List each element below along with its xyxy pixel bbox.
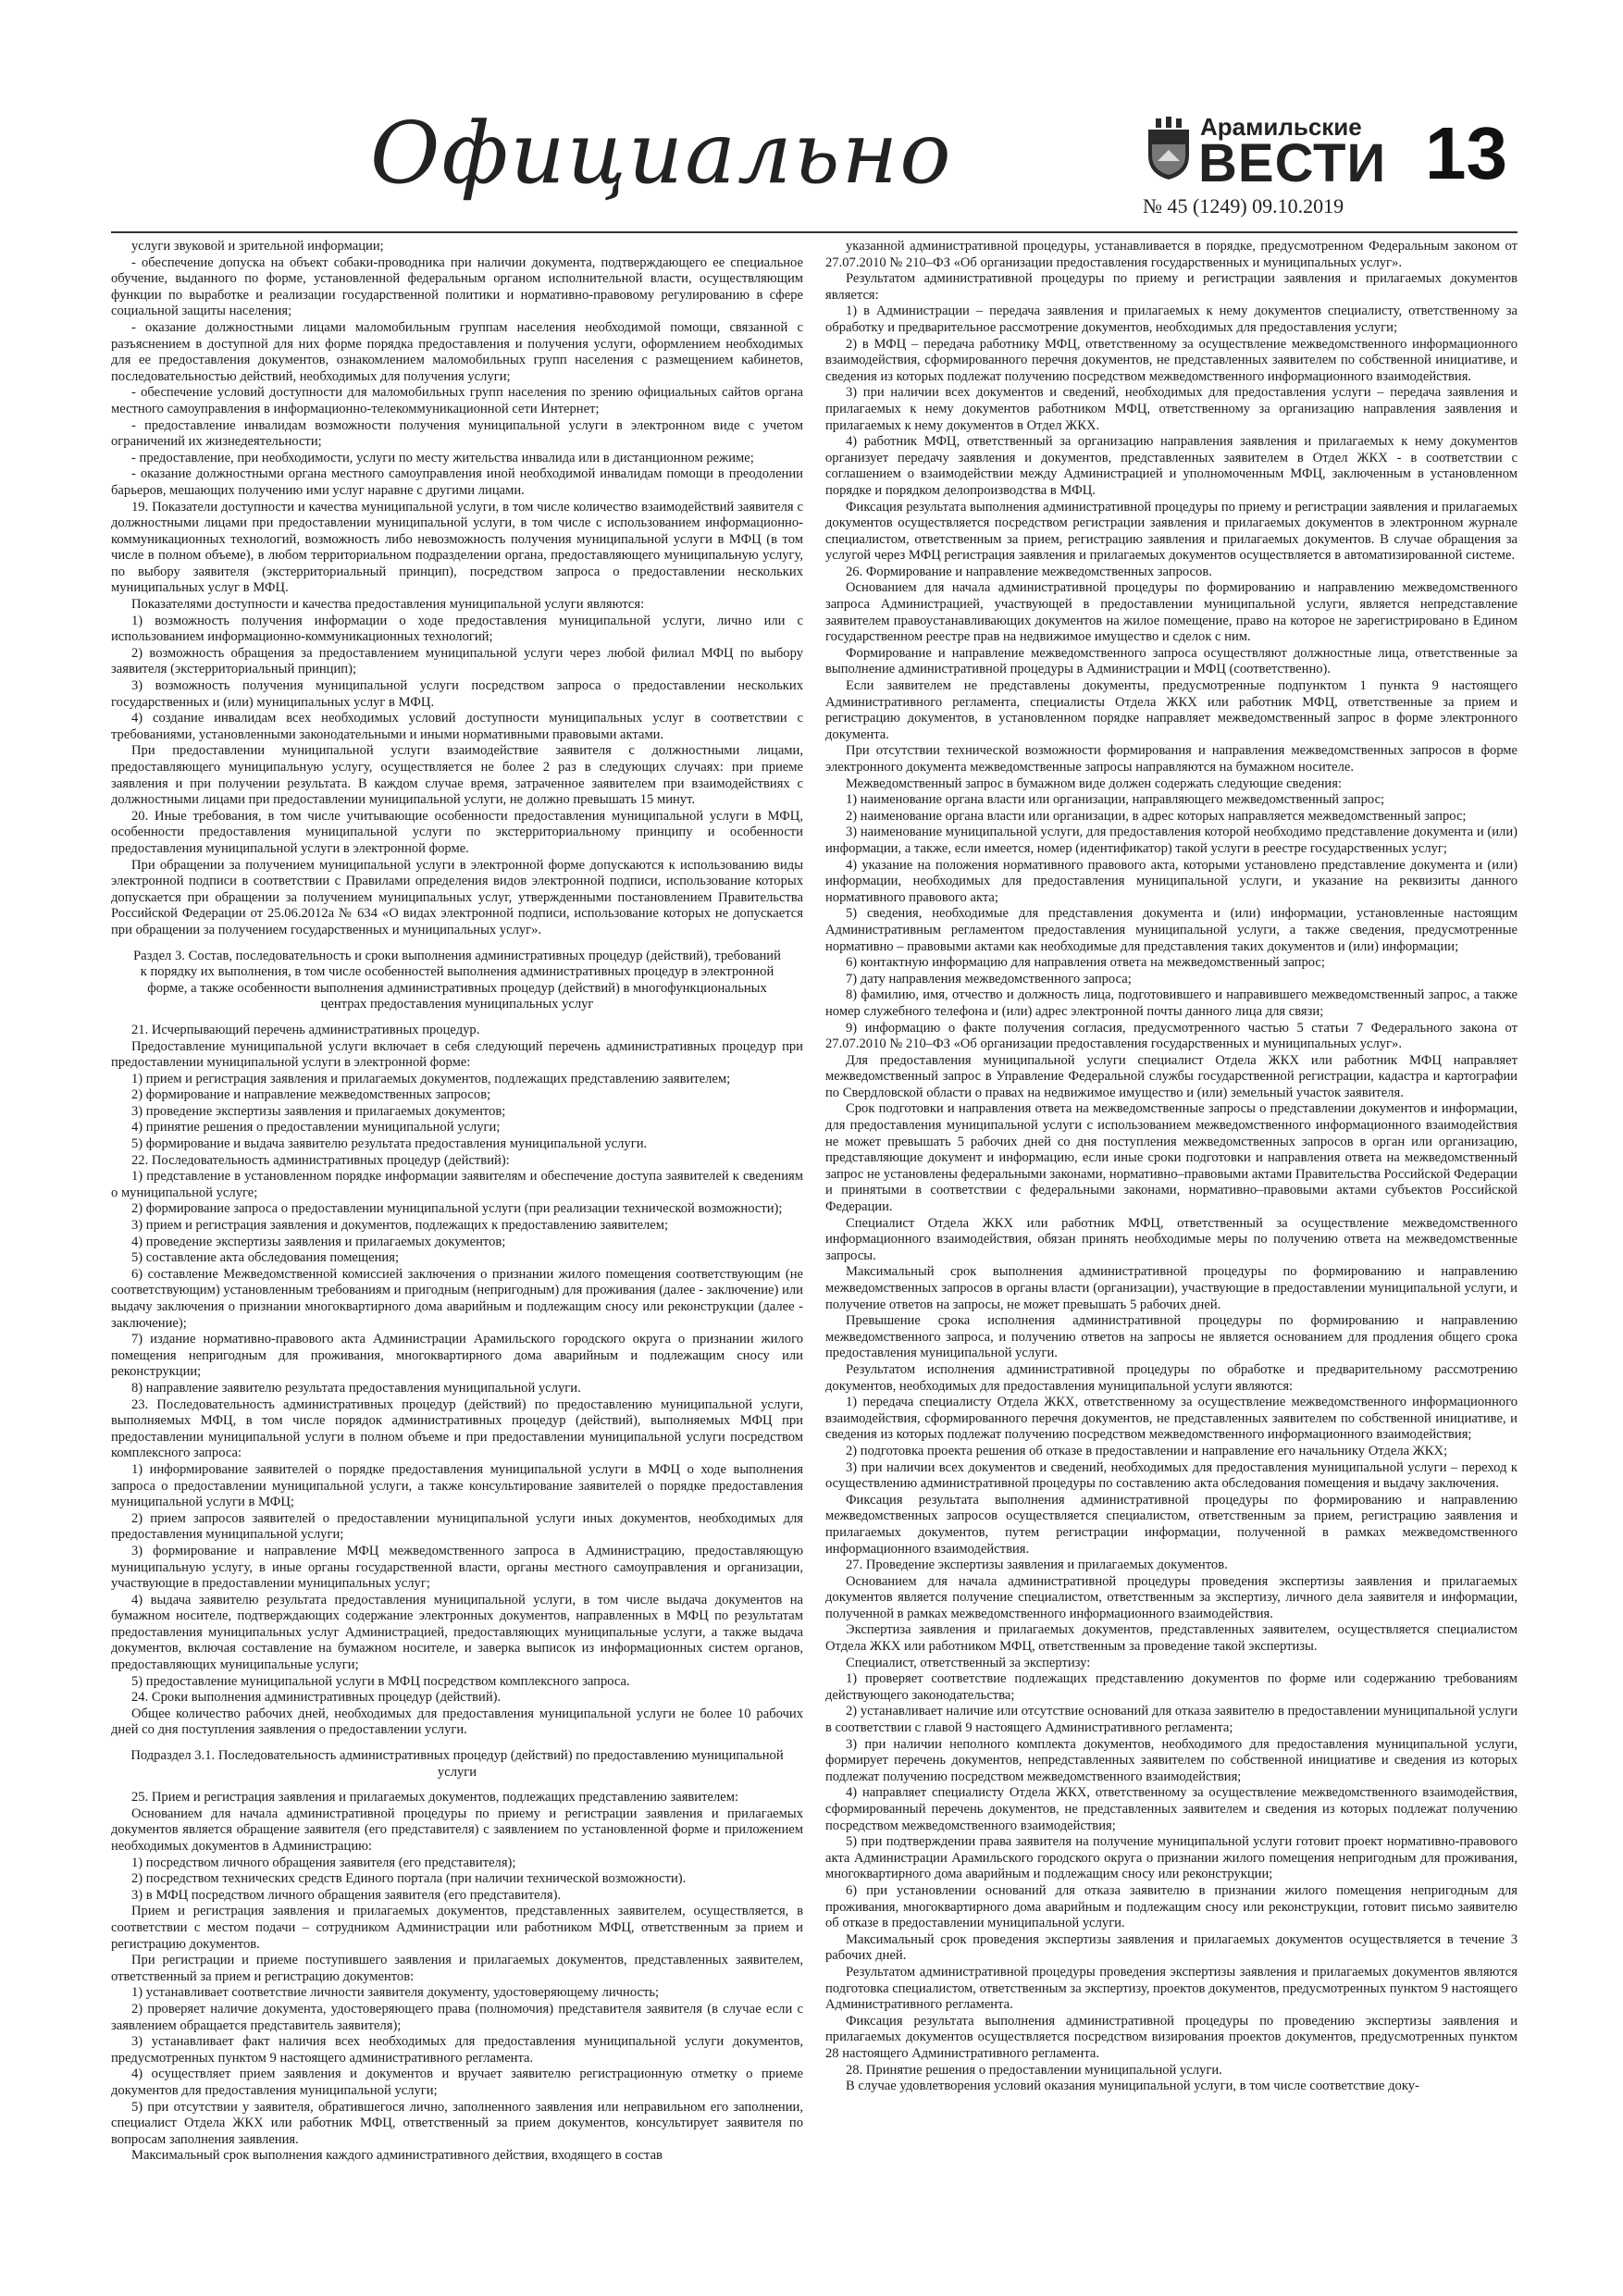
- paragraph: 1) устанавливает соответствие личности заявителя документу, удостоверяющему личность;: [131, 1985, 660, 2001]
- paragraph: Основанием для начала административной процедуры по приему и регистрации заявления и прилагаемых документов является обращение заявителя (его представителя) с заявлением по установленной форме и приложением необходимых документов в Администрацию:: [111, 1806, 803, 1854]
- paragraph: 1) представление в установленном порядке информации заявителям и обеспечение доступа заявителей к сведениям о муниципальной услуге;: [111, 1169, 803, 1200]
- paragraph: 4) направляет специалисту Отдела ЖКХ, ответственному за осуществление межведомственного взаимодействия, сформированный перечень документов, не представленных заявителем и сведения из которых подлежат получению посредством межведомственного взаимодействия;: [825, 1785, 1518, 1833]
- paragraph: 1) передача специалисту Отдела ЖКХ, ответственному за осуществление межведомственного информационного взаимодействия, сформированного перечня документов, не представленных заявителем по собственной инициативе, и сведения из которых подлежат получению посредством межведомственного информационного взаимодействия;: [825, 1395, 1518, 1443]
- paragraph: 25. Прием и регистрация заявления и прилагаемых документов, подлежащих представлению заявителем:: [131, 1790, 739, 1806]
- paragraph: 9) информацию о факте получения согласия, предусмотренного частью 5 статьи 7 Федерального закона от 27.07.2010 № 210–ФЗ «Об организации предоставления государственных и муниципальных услуг».: [825, 1020, 1518, 1052]
- paragraph: услуги звуковой и зрительной информации;: [131, 239, 384, 254]
- left-column: [111, 239, 803, 2247]
- paragraph: 5) при отсутствии у заявителя, обратившегося лично, заполненного заявления или неправильном его заполнении, специалист Отдела ЖКХ или работник МФЦ, ответственный за прием документов, консультирует заявителя по вопросам заполнения заявления.: [111, 2099, 803, 2147]
- paragraph: указанной административной процедуры, устанавливается в порядке, предусмотренном Федеральным законом от 27.07.2010 № 210–ФЗ «Об организации предоставления государственных и муниципальных услуг».: [825, 239, 1518, 270]
- paragraph: 5) при подтверждении права заявителя на получение муниципальной услуги готовит проект нормативно-правового акта Администрации Арамильского городского округа о признании жилого помещения непригодным для проживания, многоквартирного дома аварийным и подлежащим сносу или реконструкции;: [825, 1834, 1518, 1882]
- paragraph: 2) формирование запроса о предоставлении муниципальной услуги (при реализации технической возможности);: [131, 1201, 783, 1217]
- paragraph: - предоставление, при необходимости, услуги по месту жительства инвалида или в дистанционном режиме;: [131, 450, 754, 465]
- paragraph: В случае удовлетворения условий оказания муниципальной услуги, в том числе соответствие доку-: [846, 2079, 1419, 2094]
- paragraph: Основанием для начала административной процедуры проведения экспертизы заявления и прилагаемых документов является получение специалистом, ответственным за экспертизу, личного дела заявителя и информации, полученной в рамках межведомственного информационного взаимодействия.: [825, 1573, 1518, 1621]
- right-column: [825, 239, 1518, 2247]
- paragraph: - оказание должностными лицами маломобильным группам населения необходимой помощи, связанной с разъяснением в доступной для них форме порядка предоставления и получения услуги, оформлением необходимых для ее предоставления документов, ознакомлением маломобильных групп населения с размещением кабинетов, последовательностью действий, необходимых для получения услуги;: [111, 319, 803, 384]
- paragraph: 7) издание нормативно-правового акта Администрации Арамильского городского округа о признании жилого помещения непригодным для проживания, многоквартирного дома аварийным и подлежащим сносу или реконструкции;: [111, 1332, 803, 1380]
- paragraph: 6) контактную информацию для направления ответа на межведомственный запрос;: [846, 955, 1325, 971]
- paragraph: 1) возможность получения информации о ходе предоставления муниципальной услуги, лично или с использованием информационно-коммуникационных технологий;: [111, 613, 803, 645]
- section-title: Официально: [370, 104, 953, 203]
- paragraph: 3) при наличии всех документов и сведений, необходимых для предоставления муниципальной услуги – переход к осуществлению административной процедуры по составлению акта обследования помещения и выдачу заключения.: [825, 1459, 1518, 1492]
- paragraph: 4) проведение экспертизы заявления и прилагаемых документов;: [131, 1234, 506, 1249]
- header-divider: [111, 231, 1518, 233]
- paragraph: 23. Последовательность административных процедур (действий) по предоставлению муниципальной услуги, выполняемых МФЦ, в том числе порядок административных процедур (действий), выполняемых МФЦ при предоставлении муниципальной услуги в полном объеме и при предоставлении муниципальной услуги посредством комплексного запроса:: [111, 1396, 803, 1461]
- paragraph: Максимальный срок выполнения каждого административного действия, входящего в состав: [131, 2148, 663, 2164]
- paragraph: Предоставление муниципальной услуги включает в себя следующий перечень административных процедур при предоставлении муниципальной услуги в электронной форме:: [111, 1038, 803, 1071]
- paragraph: 21. Исчерпывающий перечень административных процедур.: [131, 1022, 480, 1037]
- paragraph: 7) дату направления межведомственного запроса;: [846, 971, 1132, 987]
- paragraph: При регистрации и приеме поступившего заявления и прилагаемых документов, представленных заявителем, ответственный за прием и регистрацию документов:: [111, 1953, 803, 1984]
- paragraph: 3) при наличии неполного комплекта документов, необходимого для предоставления муниципальной услуги, формирует перечень документов, непредставленных заявителем по собственной инициативе и сведения из которых подлежат получению посредством межведомственного взаимодействия;: [825, 1736, 1518, 1784]
- paragraph: Фиксация результата выполнения административной процедуры по приему и регистрации заявления и прилагаемых документов осуществляется посредством регистрации заявления и прилагаемых документов в электронном журнале специалистом, ответственным за прием, регистрацию заявления и прилагаемых документов. В случае обращения за услугой через МФЦ регистрация заявления и прилагаемых документов осуществляется в автоматизированной системе.: [825, 499, 1518, 564]
- paragraph: 3) прием и регистрация заявления и документов, подлежащих к предоставлению заявителем;: [131, 1218, 668, 1234]
- paragraph: При предоставлении муниципальной услуги взаимодействие заявителя с должностными лицами, предоставляющего муниципальную услугу, осуществляется не более 2 раз в следующих случаях: при приеме заявления и при получении результата. В каждом случае время, затраченное заявителем при взаимодействиях с должностными лицами при предоставлении муниципальной услуги, не должно превышать 15 минут.: [111, 743, 803, 808]
- paragraph: 20. Иные требования, в том числе учитывающие особенности предоставления муниципальной услуги в МФЦ, особенности предоставления муниципальной услуги по экстерриториальному принципу и особенности предоставления муниципальной услуги в электронной форме.: [111, 808, 803, 856]
- paragraph: 3) формирование и направление МФЦ межведомственного запроса в Администрацию, предоставляющую муниципальную услугу, в иные органы государственной власти, органы местного самоуправления и организации, участвующие в предоставлении муниципальных услуг;: [111, 1543, 803, 1592]
- paragraph: Максимальный срок выполнения административной процедуры по формированию и направлению межведомственных запросов в органы власти (организации), участвующие в предоставлении муниципальной услуги, и получение ответов на запросы, не может превышать 5 рабочих дней.: [825, 1264, 1518, 1312]
- paragraph: 6) составление Межведомственной комиссией заключения о признании жилого помещения соответствующим (не соответствующим) установленным требованиям и пригодным (непригодным) для проживания (далее - заключение) или выдачу заключения о признании многоквартирного дома аварийным и подлежащим сносу или реконструкции (далее - заключение);: [111, 1266, 803, 1331]
- paragraph: 5) предоставление муниципальной услуги в МФЦ посредством комплексного запроса.: [131, 1673, 630, 1689]
- paragraph: 2) проверяет наличие документа, удостоверяющего права (полномочия) представителя заявителя (в случае если с заявлением обращается представитель заявителя);: [111, 2001, 803, 2033]
- paragraph: 8) фамилию, имя, отчество и должность лица, подготовившего и направившего межведомственный запрос, а также номер служебного телефона и (или) адрес электронной почты данного лица для связи;: [825, 987, 1518, 1019]
- paragraph: 2) наименование органа власти или организации, в адрес которых направляется межведомственный запрос;: [846, 808, 1467, 824]
- paragraph: 3) устанавливает факт наличия всех необходимых для предоставления муниципальной услуги документов, предусмотренных пунктом 9 настоящего административного регламента.: [111, 2034, 803, 2066]
- paragraph: 3) возможность получения муниципальной услуги посредством запроса о предоставлении нескольких государственных и (или) муниципальных услуг в МФЦ.: [111, 678, 803, 710]
- paragraph: Срок подготовки и направления ответа на межведомственные запросы о представлении документов и информации, для предоставления муниципальной услуги с использованием межведомственного информационного взаимодействия не может превышать 5 рабочих дней со дня поступления межведомственных запросов в орган или организацию, представляющие документ и информацию, если иные сроки подготовки и направления ответа на межведомственный запрос не установлены федеральными законами, нормативно–правовыми актами Правительства Российской Федерации и принятыми в соответствии с федеральными законами, нормативно–правовыми актами субъектов Российской Федерации.: [825, 1101, 1518, 1215]
- section-heading: Подраздел 3.1. Последовательность административных процедур (действий) по предоставлению муниципальной услуги: [130, 1748, 784, 1780]
- paragraph: При обращении за получением муниципальной услуги в электронной форме допускаются к использованию виды электронной подписи в соответствии с Правилами определения видов электронной подписи, использование которых допускается при обращении за получением муниципальных услуг, утвержденными постановлением Правительства Российской Федерации от 25.06.2012а № 634 «О видах электронной подписи, использование которых не допускается при обращении за получением государственных и муниципальных услуг».: [111, 857, 803, 937]
- page-number: 13: [1425, 112, 1507, 194]
- paragraph: 3) при наличии всех документов и сведений, необходимых для предоставления услуги – передача заявления и прилагаемых к нему документов работником МФЦ, ответственному за организацию направления заявления и прилагаемых к нему документов в Отдел ЖКХ.: [825, 385, 1518, 433]
- paragraph: 4) работник МФЦ, ответственный за организацию направления заявления и прилагаемых к нему документов организует передачу заявления и документов, представленных заявителем в Отдел ЖКХ - в соответствии с соглашением о взаимодействии между Администрацией и уполномоченным МФЦ, заключенным в установленном порядке и порядком делопроизводства в МФЦ.: [825, 434, 1518, 498]
- paragraph: 3) наименование муниципальной услуги, для предоставления которой необходимо представление документа и (или) информации, а также, если имеется, номер (идентификатор) такой услуги в реестре государственных услуг;: [825, 825, 1518, 856]
- paragraph: 1) посредством личного обращения заявителя (его представителя);: [131, 1855, 516, 1870]
- paragraph: 2) формирование и направление межведомственных запросов;: [131, 1087, 491, 1103]
- paragraph: 27. Проведение экспертизы заявления и прилагаемых документов.: [846, 1558, 1228, 1573]
- paragraph: - предоставление инвалидам возможности получения муниципальной услуги в электронном виде с учетом ограничений их жизнедеятельности;: [111, 417, 803, 450]
- paragraph: 2) прием запросов заявителей о предоставлении муниципальной услуги иных документов, необходимых для предоставления муниципальной услуги;: [111, 1510, 803, 1543]
- paragraph: 2) посредством технических средств Единого портала (при наличии технической возможности).: [131, 1871, 687, 1887]
- paragraph: Специалист, ответственный за экспертизу:: [846, 1655, 1091, 1670]
- paragraph: 22. Последовательность административных процедур (действий):: [131, 1152, 510, 1168]
- paragraph: 3) в МФЦ посредством личного обращения заявителя (его представителя).: [131, 1887, 562, 1903]
- paragraph: 1) прием и регистрация заявления и прилагаемых документов, подлежащих представлению заявителем;: [131, 1071, 731, 1086]
- paragraph: Общее количество рабочих дней, необходимых для предоставления муниципальной услуги не более 10 рабочих дней со дня поступления заявления о предоставлении услуги.: [111, 1706, 803, 1738]
- paragraph: 4) выдача заявителю результата предоставления муниципальной услуги, в том числе выдача документов на бумажном носителе, подтверждающих содержание электронных документов, направленных в МФЦ по результатам предоставления муниципальных услуг Администрацией, предоставляющих муниципальные услуги, а также выдача документов, включая составление на бумажном носителе, и заверка выписок из информационных систем органов, предоставляющих муниципальные услуги;: [111, 1592, 803, 1673]
- paragraph: Результатом исполнения административной процедуры по обработке и предварительному рассмотрению документов, необходимых для предоставления муниципальной услуги являются:: [825, 1361, 1518, 1394]
- paragraph: 1) в Администрации – передача заявления и прилагаемых к нему документов специалисту, ответственному за обработку и предварительное рассмотрение документов, необходимых для предоставления услуги;: [825, 304, 1518, 335]
- paragraph: Максимальный срок проведения экспертизы заявления и прилагаемых документов осуществляется в течение 3 рабочих дней.: [825, 1931, 1518, 1964]
- paragraph: Для предоставления муниципальной услуги специалист Отдела ЖКХ или работник МФЦ направляет межведомственный запрос в Управление Федеральной службы государственной регистрации, кадастра и картографии по Свердловской области о правах на недвижимое имущество и (или) земельный участок заявителя.: [825, 1052, 1518, 1100]
- issue-number-date: № 45 (1249) 09.10.2019: [1143, 194, 1344, 217]
- paragraph: Прием и регистрация заявления и прилагаемых документов, представленных заявителем, осуществляется, в соответствии с местом подачи – сотрудником Администрации или работником МФЦ, ответственным за прием и регистрацию документов.: [111, 1904, 803, 1952]
- paragraph: 4) принятие решения о предоставлении муниципальной услуги;: [131, 1120, 501, 1136]
- paragraph: Экспертиза заявления и прилагаемых документов, представленных заявителем, осуществляется специалистом Отдела ЖКХ или работником МФЦ, ответственным за проведение такой экспертизы.: [825, 1622, 1518, 1655]
- paragraph: Специалист Отдела ЖКХ или работник МФЦ, ответственный за осуществление межведомственного информационного взаимодействия, обязан принять необходимые меры по получению ответа на межведомственные запросы.: [825, 1215, 1518, 1263]
- paragraph: 5) формирование и выдача заявителю результата предоставления муниципальной услуги.: [131, 1136, 648, 1152]
- paragraph: Формирование и направление межведомственного запроса осуществляют должностные лица, ответственные за выполнение административной процедуры в Администрации и МФЦ (соответственно).: [825, 645, 1518, 677]
- paragraph: - обеспечение допуска на объект собаки-проводника при наличии документа, подтверждающего ее специальное обучение, выданного по форме, установленной федеральным органом исполнительной власти, осуществляющим функции по выработке и реализации государственной политики и нормативно-правовому регулированию в сфере социальной защиты населения;: [111, 254, 803, 319]
- paragraph: 2) в МФЦ – передача работнику МФЦ, ответственному за осуществление межведомственного информационного взаимодействия, сформированного перечня документов, не представленных заявителем по собственной инициативе, и сведения из которых подлежат получению посредством межведомственного информационного взаимодействия.: [825, 336, 1518, 384]
- paragraph: Результатом административной процедуры по приему и регистрации заявления и прилагаемых документов является:: [825, 271, 1518, 303]
- paragraph: Основанием для начала административной процедуры по формированию и направлению межведомственного запроса Администрацией, участвующей в предоставлении муниципальной услуги, является непредставление заявителем правоустанавливающих документов на жилое помещение, право на которое не зарегистрировано в Едином государственном реестре прав на недвижимое имущество и сделок с ним.: [825, 580, 1518, 645]
- paragraph: 2) возможность обращения за предоставлением муниципальной услуги через любой филиал МФЦ по выбору заявителя (экстерриториальный принцип);: [111, 645, 803, 677]
- paragraph: 1) информирование заявителей о порядке предоставления муниципальной услуги в МФЦ о ходе выполнения запроса о предоставлении муниципальной услуги, а также консультирование заявителей о порядке предоставления муниципальной услуги в МФЦ;: [111, 1461, 803, 1510]
- paragraph: 4) создание инвалидам всех необходимых условий доступности муниципальных услуг в соответствии с требованиями, установленными законодательными и иными нормативными правовыми актами.: [111, 711, 803, 742]
- paragraph: 5) составление акта обследования помещения;: [131, 1250, 400, 1266]
- logo-title: ВЕСТИ: [1198, 133, 1387, 193]
- paragraph: 2) подготовка проекта решения об отказе в предоставлении и направление его начальнику Отдела ЖКХ;: [846, 1443, 1448, 1458]
- article-body: [111, 239, 1518, 2247]
- paragraph: 1) проверяет соответствие подлежащих представлению документов по форме или содержанию требованиям действующего законодательства;: [825, 1671, 1518, 1703]
- newspaper-logo: [1143, 109, 1387, 220]
- paragraph: 26. Формирование и направление межведомственных запросов.: [846, 564, 1212, 579]
- paragraph: Показателями доступности и качества предоставления муниципальной услуги являются:: [131, 597, 645, 613]
- paragraph: 28. Принятие решения о предоставлении муниципальной услуги.: [846, 2062, 1222, 2078]
- logo-subtitle: Арамильские: [1200, 113, 1362, 141]
- paragraph: Фиксация результата выполнения административной процедуры по формированию и направлению межведомственных запросов осуществляется специалистом, ответственным за прием, регистрацию заявления и прилагаемых документов, путем регистрации информации, полученной в рамках межведомственного информационного взаимодействия.: [825, 1492, 1518, 1557]
- paragraph: При отсутствии технической возможности формирования и направления межведомственных запросов в форме электронного документа межведомственные запросы направляются на бумажном носителе.: [825, 743, 1518, 775]
- paragraph: Если заявителем не представлены документы, предусмотренные подпунктом 1 пункта 9 настоящего Административного регламента, специалисты Отдела ЖКХ или работник МФЦ, ответственные за прием и регистрацию документов, в установленном порядке направляет межведомственный запрос в форме электронного документа.: [825, 678, 1518, 742]
- paragraph: 4) осуществляет прием заявления и документов и вручает заявителю регистрационную отметку о приеме документов для предоставления муниципальной услуги;: [111, 2066, 803, 2098]
- paragraph: 24. Сроки выполнения административных процедур (действий).: [131, 1690, 502, 1706]
- crest-icon: [1143, 117, 1195, 181]
- masthead: [111, 100, 1518, 230]
- paragraph: Фиксация результата выполнения административной процедуры по проведению экспертизы заявления и прилагаемых документов осуществляется посредством визирования проектов документов, предусмотренных пунктом 28 настоящего Административного регламента.: [825, 2013, 1518, 2061]
- paragraph: - обеспечение условий доступности для маломобильных групп населения по зрению официальных сайтов органа местного самоуправления в информационно-телекоммуникационной сети Интернет;: [111, 385, 803, 416]
- paragraph: 6) при установлении оснований для отказа заявителю в признании жилого помещения непригодным для проживания, многоквартирного дома аварийным и подлежащим сносу или реконструкции, готовит письмо заявителю об отказе в предоставлении муниципальной услуги.: [825, 1882, 1518, 1931]
- paragraph: 4) указание на положения нормативного правового акта, которыми установлено представление документа и (или) информации, необходимых для предоставления муниципальной услуги, и указание на реквизиты данного нормативного правового акта;: [825, 857, 1518, 905]
- paragraph: Межведомственный запрос в бумажном виде должен содержать следующие сведения:: [846, 776, 1343, 791]
- paragraph: 8) направление заявителю результата предоставления муниципальной услуги.: [131, 1380, 581, 1396]
- section-heading: Раздел 3. Состав, последовательность и сроки выполнения административных процедур (действий), требований к порядку их выполнения, в том числе особенностей выполнения административных процедур в электронной форме, а также особенности выполнения административных процедур (действий) в многофункциональных центрах предоставления муниципальных услуг: [133, 948, 781, 1012]
- paragraph: 2) устанавливает наличие или отсутствие оснований для отказа заявителю в предоставлении муниципальной услуги в соответствии с главой 9 настоящего Административного регламента;: [825, 1704, 1518, 1736]
- paragraph: 5) сведения, необходимые для представления документа и (или) информации, установленные настоящим Административным регламентом предоставления муниципальной услуги, а также сведения, предусмотренные нормативно – правовыми актами как необходимые для представления таких документов и (или) информации;: [825, 906, 1518, 954]
- paragraph: 19. Показатели доступности и качества муниципальной услуги, в том числе количество взаимодействий заявителя с должностными лицами при предоставлении муниципальной услуги, в том числе с использованием информационно-коммуникационных технологий, возможность либо невозможность получения муниципальной услуги в МФЦ (в том числе в полном объеме), в любом территориальном подразделении органа, предоставляющего муниципальную услугу, по выбору заявителя (экстерриториальный принцип), посредством запроса о предоставлении нескольких муниципальных услуг в МФЦ.: [111, 499, 803, 596]
- paragraph: Результатом административной процедуры проведения экспертизы заявления и прилагаемых документов являются подготовка специалистом, ответственным за экспертизу, проектов документов, предусмотренных пунктом 9 настоящего Административного регламента.: [825, 1964, 1518, 2013]
- paragraph: Превышение срока исполнения административной процедуры по формированию и направлению межведомственного запроса, и получению ответов на запросы не является основанием для продления общего срока предоставления муниципальной услуги.: [825, 1313, 1518, 1361]
- paragraph: 3) проведение экспертизы заявления и прилагаемых документов;: [131, 1103, 506, 1119]
- paragraph: 1) наименование органа власти или организации, направляющего межведомственный запрос;: [846, 792, 1385, 808]
- paragraph: - оказание должностными органа местного самоуправления иной необходимой инвалидам помощи в преодолении барьеров, мешающих получению ими услуг наравне с другими лицами.: [111, 466, 803, 498]
